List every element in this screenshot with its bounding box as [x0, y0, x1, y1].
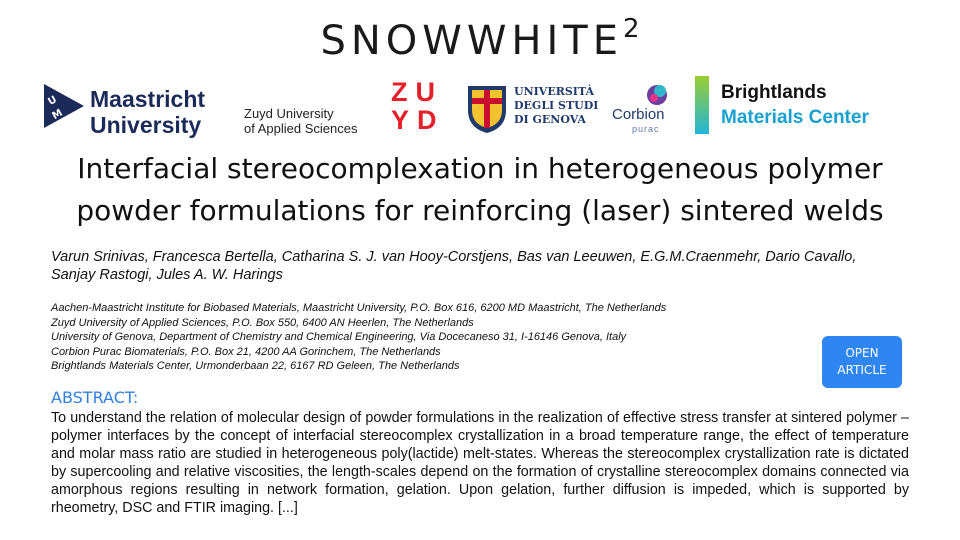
genova-crest-icon — [466, 82, 508, 134]
zuyd-uas-line2: of Applied Sciences — [244, 121, 358, 136]
affiliation-item: Aachen-Maastricht Institute for Biobased Materials, Maastricht University, P.O. Box 616, 6200 MD Maastricht, The Netherlands — [51, 302, 667, 314]
corbion-sub: purac — [632, 124, 660, 134]
open-article-line1: OPEN — [845, 346, 879, 360]
affiliations — [51, 301, 811, 374]
corbion-drop-icon — [646, 82, 668, 106]
svg-text:U: U — [46, 94, 59, 108]
authors — [51, 248, 911, 284]
genova-logo — [466, 72, 606, 142]
genova-line3: DI GENOVA — [514, 113, 586, 126]
brand-name: SNOWWHITE — [320, 18, 623, 64]
authors-line2: Sanjay Rastogi, Jules A. W. Harings — [51, 267, 283, 283]
corbion-name: Corbion — [612, 106, 665, 123]
affiliation-item: Corbion Purac Biomaterials, P.O. Box 21, 4200 AA Gorinchem, The Netherlands — [51, 345, 441, 358]
brand-title — [0, 14, 960, 64]
maastricht-university-logo — [44, 72, 234, 142]
brightlands-bar-icon — [695, 76, 709, 134]
brightlands-line2: Materials Center — [721, 107, 869, 128]
zuyd-line2: YD — [391, 105, 445, 135]
genova-line2: DEGLI STUDI — [514, 99, 599, 112]
brand-superscript: 2 — [622, 14, 640, 44]
affiliation-item: University of Genova, Department of Chemistry and Chemical Engineering, Via Docecaneso 31, I-16146 Genova, Italy — [51, 331, 627, 343]
affiliation-item: Zuyd University of Applied Sciences, P.O. Box 550, 6400 AN Heerlen, The Netherlands — [51, 316, 474, 329]
title-line2: powder formulations for reinforcing (laser) sintered welds — [76, 194, 884, 227]
paper-title — [20, 148, 940, 232]
open-article-button[interactable] — [822, 336, 902, 388]
zuyd-uas-line1: Zuyd University — [244, 106, 334, 121]
title-line1: Interfacial stereocomplexation in heterogeneous polymer — [77, 152, 883, 185]
maastricht-line2: University — [90, 112, 202, 138]
svg-text:M: M — [50, 107, 65, 123]
zuyd-uas-logo — [244, 72, 384, 142]
abstract-text: To understand the relation of molecular design of powder formulations in the realization of effective stress transfer at sintered polymer – polymer interfaces by the concept of interfacial stereocomplex crystallization in a broad temperature range, the effect of temperature and molar mass ratio are studied in heterogeneous poly(lactide) melt-states. Whereas the stereocomplex crystallization rate is dictated by supercooling and relative viscosities, the length-scales depend on the formation of crystalline stereocomplex domains connected via amorphous regions resulting in network formation, gelation. Upon gelation, further diffusion is impeded, which is supported by rheometry, DSC and FTIR imaging. [...] — [51, 410, 909, 516]
brightlands-line1: Brightlands — [721, 82, 827, 103]
genova-line1: UNIVERSITÀ — [514, 85, 595, 98]
affiliation-item: Brightlands Materials Center, Urmonderbaan 22, 6167 RD Geleen, The Netherlands — [51, 360, 460, 372]
partner-logos — [44, 72, 924, 142]
open-article-line2: ARTICLE — [837, 363, 887, 377]
corbion-logo — [610, 72, 680, 142]
zuyd-logo — [389, 72, 449, 142]
maastricht-emblem-icon — [44, 84, 84, 128]
maastricht-line1: Maastricht — [90, 86, 206, 112]
zuyd-line1: ZU — [391, 77, 443, 107]
abstract-heading: ABSTRACT: — [51, 388, 139, 407]
brightlands-logo — [695, 72, 895, 142]
authors-line1: Varun Srinivas, Francesca Bertella, Catharina S. J. van Hooy-Corstjens, Bas van Leeuwen, E.G.M.Craenmehr, Dario Cavallo, — [51, 249, 857, 265]
